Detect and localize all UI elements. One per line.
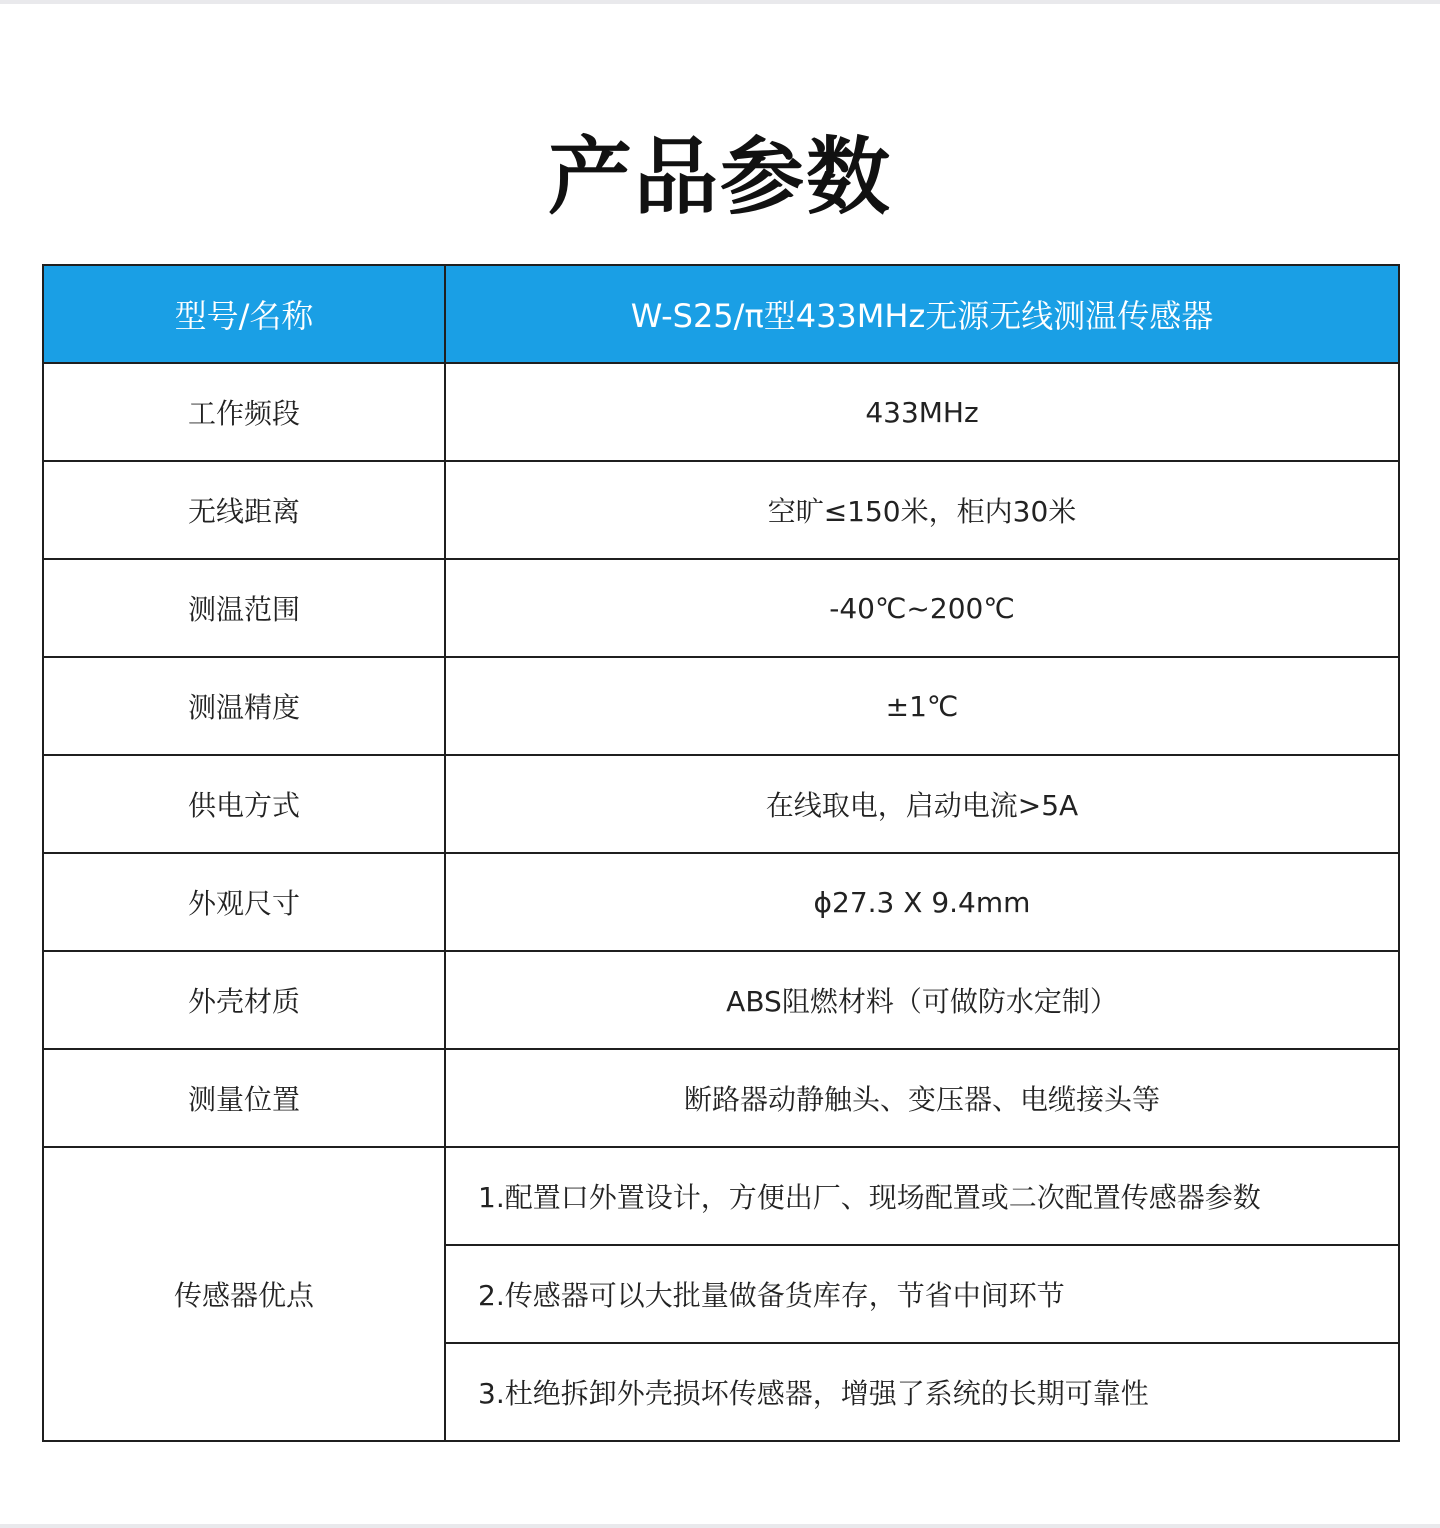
table-row xyxy=(43,853,1399,951)
advantages-row xyxy=(43,1147,1399,1245)
row-value: 在线取电，启动电流>5A xyxy=(445,755,1399,853)
advantage-item: 1.配置口外置设计，方便出厂、现场配置或二次配置传感器参数 xyxy=(445,1147,1399,1245)
row-label: 工作频段 xyxy=(43,363,445,461)
top-edge-strip xyxy=(0,0,1440,4)
row-value: 433MHz xyxy=(445,363,1399,461)
row-value: ±1℃ xyxy=(445,657,1399,755)
row-label: 测温精度 xyxy=(43,657,445,755)
page-title: 产品参数 xyxy=(547,128,892,226)
header-value-cell: W-S25/π型433MHz无源无线测温传感器 xyxy=(445,265,1399,363)
table-row xyxy=(43,755,1399,853)
table-row xyxy=(43,461,1399,559)
row-label: 测温范围 xyxy=(43,559,445,657)
row-label: 外观尺寸 xyxy=(43,853,445,951)
row-value: ABS阻燃材料（可做防水定制） xyxy=(445,951,1399,1049)
row-value: -40℃~200℃ xyxy=(445,559,1399,657)
bottom-edge-strip xyxy=(0,1524,1440,1528)
advantage-item: 3.杜绝拆卸外壳损坏传感器，增强了系统的长期可靠性 xyxy=(445,1343,1399,1441)
row-label: 供电方式 xyxy=(43,755,445,853)
advantage-item: 2.传感器可以大批量做备货库存，节省中间环节 xyxy=(445,1245,1399,1343)
table-row xyxy=(43,951,1399,1049)
row-value: 断路器动静触头、变压器、电缆接头等 xyxy=(445,1049,1399,1147)
row-value: 空旷≤150米，柜内30米 xyxy=(445,461,1399,559)
header-label-cell: 型号/名称 xyxy=(43,265,445,363)
table-row xyxy=(43,657,1399,755)
spec-table xyxy=(42,264,1400,1442)
advantages-label: 传感器优点 xyxy=(43,1147,445,1441)
table-row xyxy=(43,559,1399,657)
row-value: ϕ27.3 X 9.4mm xyxy=(445,853,1399,951)
row-label: 无线距离 xyxy=(43,461,445,559)
row-label: 外壳材质 xyxy=(43,951,445,1049)
table-row xyxy=(43,1049,1399,1147)
row-label: 测量位置 xyxy=(43,1049,445,1147)
table-row xyxy=(43,363,1399,461)
table-header-row xyxy=(43,265,1399,363)
